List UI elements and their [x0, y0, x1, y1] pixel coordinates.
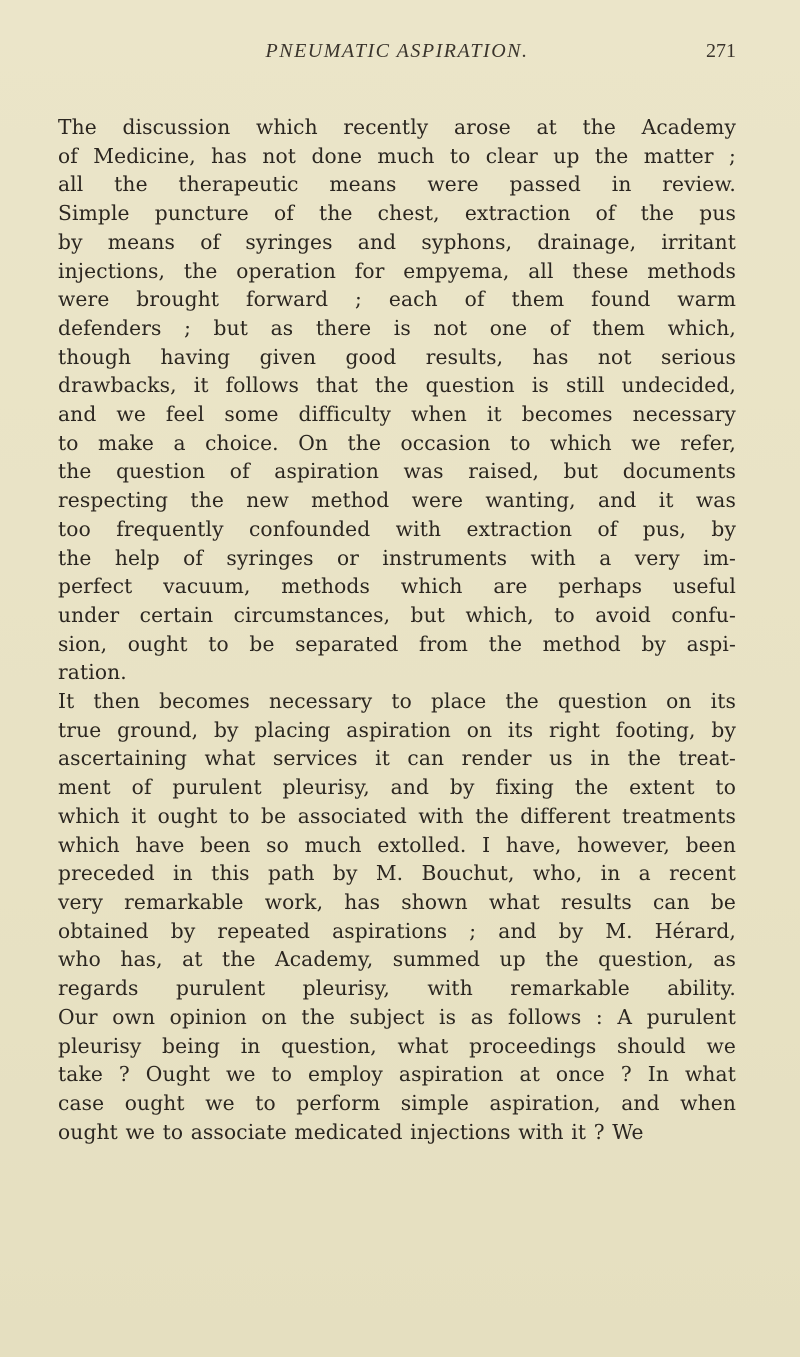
text-line: and we feel some difficulty when it becomes necessary [58, 402, 736, 427]
text-line: pleurisy being in question, what proceedings should we [58, 1033, 736, 1058]
text-line: which have been so much extolled. I have, however, been [58, 832, 736, 857]
running-title: PNEUMATIC ASPIRATION. [265, 40, 529, 62]
running-head [58, 40, 736, 70]
text-line: the help of syringes or instruments with a very im- [58, 545, 736, 570]
text-line: respecting the new method were wanting, and it was [58, 488, 736, 513]
text-line: drawbacks, it follows that the question is still undecided, [58, 373, 736, 398]
text-line: defenders ; but as there is not one of them which, [58, 315, 736, 340]
text-line: regards purulent pleurisy, with remarkable ability. [58, 976, 736, 1001]
paragraph [58, 687, 736, 1146]
text-line: ought we to associate medicated injections with it ? We [58, 1119, 644, 1144]
text-line: The discussion which recently arose at the Academy [58, 115, 736, 139]
text-line: very remarkable work, has shown what results can be [58, 889, 736, 914]
text-line: preceded in this path by M. Bouchut, who, in a recent [58, 861, 736, 886]
text-line: under certain circumstances, but which, to avoid confu- [58, 602, 736, 627]
text-line: who has, at the Academy, summed up the question, as [58, 947, 736, 972]
text-line: of Medicine, has not done much to clear up the matter ; [58, 143, 736, 168]
page-number: 271 [706, 40, 736, 62]
text-line: Simple puncture of the chest, extraction of the pus [58, 201, 736, 226]
text-line: true ground, by placing aspiration on its right footing, by [58, 717, 736, 742]
text-line: were brought forward ; each of them found warm [58, 287, 736, 312]
text-line: take ? Ought we to employ aspiration at once ? In what [58, 1062, 736, 1087]
text-line: by means of syringes and syphons, drainage, irritant [58, 229, 736, 254]
paragraph [58, 113, 736, 687]
text-line: Our own opinion on the subject is as follows : A purulent [58, 1004, 736, 1029]
text-line: ment of purulent pleurisy, and by fixing the extent to [58, 775, 736, 800]
text-line: all the therapeutic means were passed in review. [58, 172, 736, 197]
text-line: too frequently confounded with extraction of pus, by [58, 516, 736, 541]
text-line: though having given good results, has not serious [58, 344, 736, 369]
text-line: the question of aspiration was raised, but documents [58, 459, 736, 484]
text-line: sion, ought to be separated from the method by aspi- [58, 631, 736, 656]
body-text [58, 113, 736, 1146]
text-line: injections, the operation for empyema, all these methods [58, 258, 736, 283]
text-line: which it ought to be associated with the different treatments [58, 803, 736, 828]
text-line: It then becomes necessary to place the question on its [58, 689, 736, 714]
text-line: ascertaining what services it can render us in the treat- [58, 746, 736, 771]
text-line: to make a choice. On the occasion to which we refer, [58, 430, 736, 455]
text-line: case ought we to perform simple aspiration, and when [58, 1090, 736, 1115]
text-line: ration. [58, 660, 127, 685]
text-line: perfect vacuum, methods which are perhaps useful [58, 574, 736, 599]
text-line: obtained by repeated aspirations ; and by M. Hérard, [58, 918, 736, 943]
